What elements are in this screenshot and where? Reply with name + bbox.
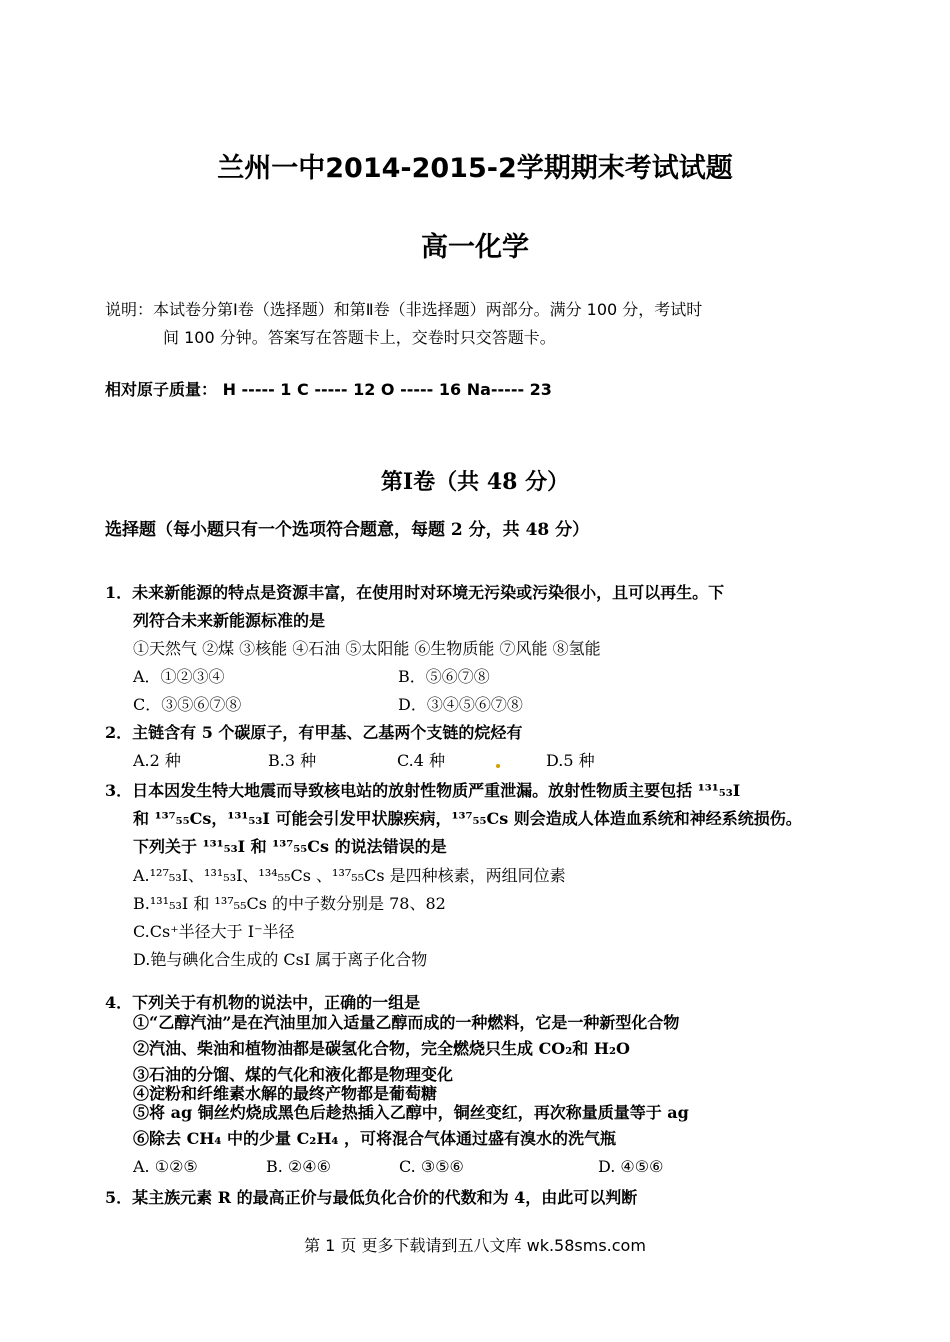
- page-footer: 第 1 页 更多下载请到五八文库 wk.58sms.com: [304, 1236, 646, 1255]
- q2-option-c: C.4 种: [397, 751, 446, 770]
- instructions-line-2: 间 100 分钟。答案写在答题卡上，交卷时只交答题卡。: [163, 328, 556, 347]
- q3-stem-line-3: 下列关于 ¹³¹₅₃I 和 ¹³⁷₅₅Cs 的说法错误的是: [133, 837, 447, 856]
- stray-dot: [496, 764, 500, 768]
- q4-option-a: A. ①②⑤: [133, 1157, 198, 1176]
- q3-stem-line-1: 3．日本因发生特大地震而导致核电站的放射性物质严重泄漏。放射性物质主要包括 ¹³¹₅₃I: [105, 781, 741, 800]
- q4-option-d: D. ④⑤⑥: [598, 1157, 664, 1176]
- q1-option-c: C．③⑤⑥⑦⑧: [133, 695, 242, 714]
- q2-option-a: A.2 种: [133, 751, 181, 770]
- q4-option-b: B. ②④⑥: [266, 1157, 331, 1176]
- exam-subject: 高一化学: [421, 232, 529, 263]
- q3-option-b: B.¹³¹₅₃I 和 ¹³⁷₅₅Cs 的中子数分别是 78、82: [133, 894, 446, 913]
- q4-statement-3: ③石油的分馏、煤的气化和液化都是物理变化: [133, 1065, 454, 1084]
- q4-stem: 4．下列关于有机物的说法中，正确的一组是: [105, 993, 421, 1012]
- q3-option-d: D.铯与碘化合生成的 CsI 属于离子化合物: [133, 950, 428, 969]
- q4-statement-2: ②汽油、柴油和植物油都是碳氢化合物，完全燃烧只生成 CO₂和 H₂O: [133, 1039, 630, 1058]
- q5-stem: 5．某主族元素 R 的最高正价与最低负化合价的代数和为 4，由此可以判断: [105, 1188, 638, 1207]
- q4-option-c: C. ③⑤⑥: [399, 1157, 464, 1176]
- q1-option-d: D．③④⑤⑥⑦⑧: [398, 695, 523, 714]
- q3-option-c: C.Cs⁺半径大于 I⁻半径: [133, 922, 295, 941]
- q1-option-b: B．⑤⑥⑦⑧: [398, 667, 490, 686]
- q1-stem-line-2: 列符合未来新能源标准的是: [133, 611, 326, 630]
- q4-statement-4: ④淀粉和纤维素水解的最终产物都是葡萄糖: [133, 1084, 438, 1103]
- q1-items: ①天然气 ②煤 ③核能 ④石油 ⑤太阳能 ⑥生物质能 ⑦风能 ⑧氢能: [133, 639, 601, 658]
- q3-option-a: A.¹²⁷₅₃I、¹³¹₅₃I、¹³⁴₅₅Cs 、¹³⁷₅₅Cs 是四种核素，两组同位素: [133, 866, 566, 885]
- q2-option-b: B.3 种: [268, 751, 317, 770]
- q1-option-a: A．①②③④: [133, 667, 225, 686]
- q1-stem-line-1: 1．未来新能源的特点是资源丰富，在使用时对环境无污染或污染很小，且可以再生。下: [105, 583, 725, 602]
- q4-statement-1: ①“乙醇汽油”是在汽油里加入适量乙醇而成的一种燃料，它是一种新型化合物: [133, 1013, 680, 1032]
- q3-stem-line-2: 和 ¹³⁷₅₅Cs，¹³¹₅₃I 可能会引发甲状腺疾病，¹³⁷₅₅Cs 则会造成人体造血系统和神经系统损伤。: [133, 809, 802, 828]
- q4-statement-5: ⑤将 ag 铜丝灼烧成黑色后趁热插入乙醇中，铜丝变红，再次称量质量等于 ag: [133, 1103, 689, 1122]
- section-title: 第Ⅰ卷（共 48 分）: [380, 469, 570, 495]
- section-instruction: 选择题（每小题只有一个选项符合题意，每题 2 分，共 48 分）: [105, 520, 590, 540]
- q2-option-d: D.5 种: [546, 751, 595, 770]
- atomic-mass-line: 相对原子质量： H ----- 1 C ----- 12 O ----- 16 Na----- 23: [105, 380, 552, 399]
- q4-statement-6: ⑥除去 CH₄ 中的少量 C₂H₄ ，可将混合气体通过盛有溴水的洗气瓶: [133, 1129, 617, 1148]
- exam-title: 兰州一中2014-2015-2学期期末考试试题: [217, 153, 733, 184]
- q2-stem: 2．主链含有 5 个碳原子，有甲基、乙基两个支链的烷烃有: [105, 723, 523, 742]
- instructions-line-1: 说明：本试卷分第Ⅰ卷（选择题）和第Ⅱ卷（非选择题）两部分。满分 100 分，考试时: [105, 300, 703, 319]
